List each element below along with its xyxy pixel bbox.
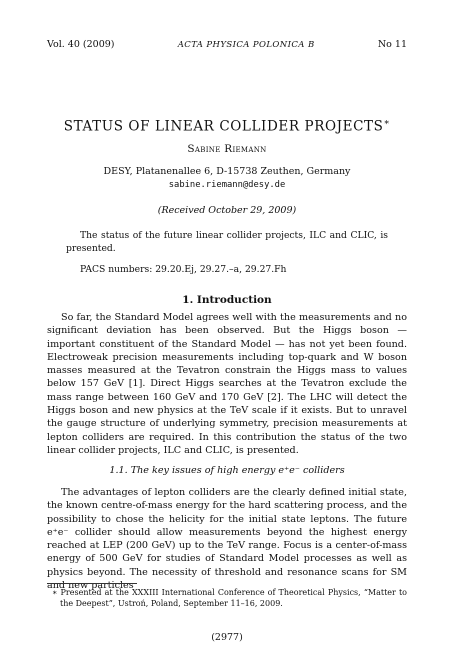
subsection-paragraph: The advantages of lepton colliders are the clearly defined initial state, the known centre-of-mass energy for the hard scattering process, and the possibility to chose the helicity for the initial state leptons. The future e⁺e⁻ collider should allow measurements beyond the highest energy reached at LEP (200 GeV) up to the TeV range. Focus is a center-of-mass energy of 500 GeV for studies of Standard Model processes as well as physics beyond. The necessity of threshold and resonance scans for SM and new particles	[47, 487, 407, 592]
title-footnote-mark: ∗	[383, 118, 391, 128]
abstract: The status of the future linear collider projects, ILC and CLIC, is presented.	[66, 230, 388, 255]
footnote: ∗ Presented at the XXXIII International Conference of Theoretical Physics, “Matter to the Deepest”, Ustroń, Poland, September 11–16, 2009.	[52, 588, 407, 608]
journal-name: ACTA PHYSICA POLONICA B	[177, 40, 315, 50]
affiliation-block	[40, 165, 414, 192]
subsection-heading: 1.1. The key issues of high energy e⁺e⁻ colliders	[109, 465, 345, 476]
running-head	[47, 39, 407, 50]
pacs-numbers: PACS numbers: 29.20.Ej, 29.27.–a, 29.27.Fh	[80, 264, 287, 275]
affiliation: DESY, Platanenallee 6, D-15738 Zeuthen, Germany	[103, 166, 351, 177]
author-name: Sabine Riemann	[187, 143, 267, 155]
page-number: (2977)	[211, 632, 243, 643]
paper-title-text: STATUS OF LINEAR COLLIDER PROJECTS	[63, 118, 384, 135]
footnote-divider	[47, 583, 137, 584]
introduction-paragraph: So far, the Standard Model agrees well with the measurements and no significant deviation has been observed. But the Higgs boson — important constituent of the Standard Model — has not yet been found. Electroweak precision measurements including top-quark and W boson masses measured at the Tevatron constrain the Higgs mass to values below 157 GeV [1]. Direct Higgs searches at the Tevatron exclude the mass range between 160 GeV and 170 GeV [2]. The LHC will detect the Higgs boson and new physics at the TeV scale if it exists. But to unravel the gauge structure of underlying symmetry, precision measurements at lepton colliders are required. In this contribution the status of the two linear collider projects, ILC and CLIC, is presented.	[47, 312, 407, 456]
author-email: sabine.riemann@desy.de	[168, 179, 286, 190]
volume-label: Vol. 40 (2009)	[47, 39, 115, 50]
section-heading: 1. Introduction	[182, 294, 272, 306]
paper-title	[40, 118, 414, 135]
received-date: (Received October 29, 2009)	[157, 205, 297, 216]
issue-number: No 11	[377, 39, 407, 50]
